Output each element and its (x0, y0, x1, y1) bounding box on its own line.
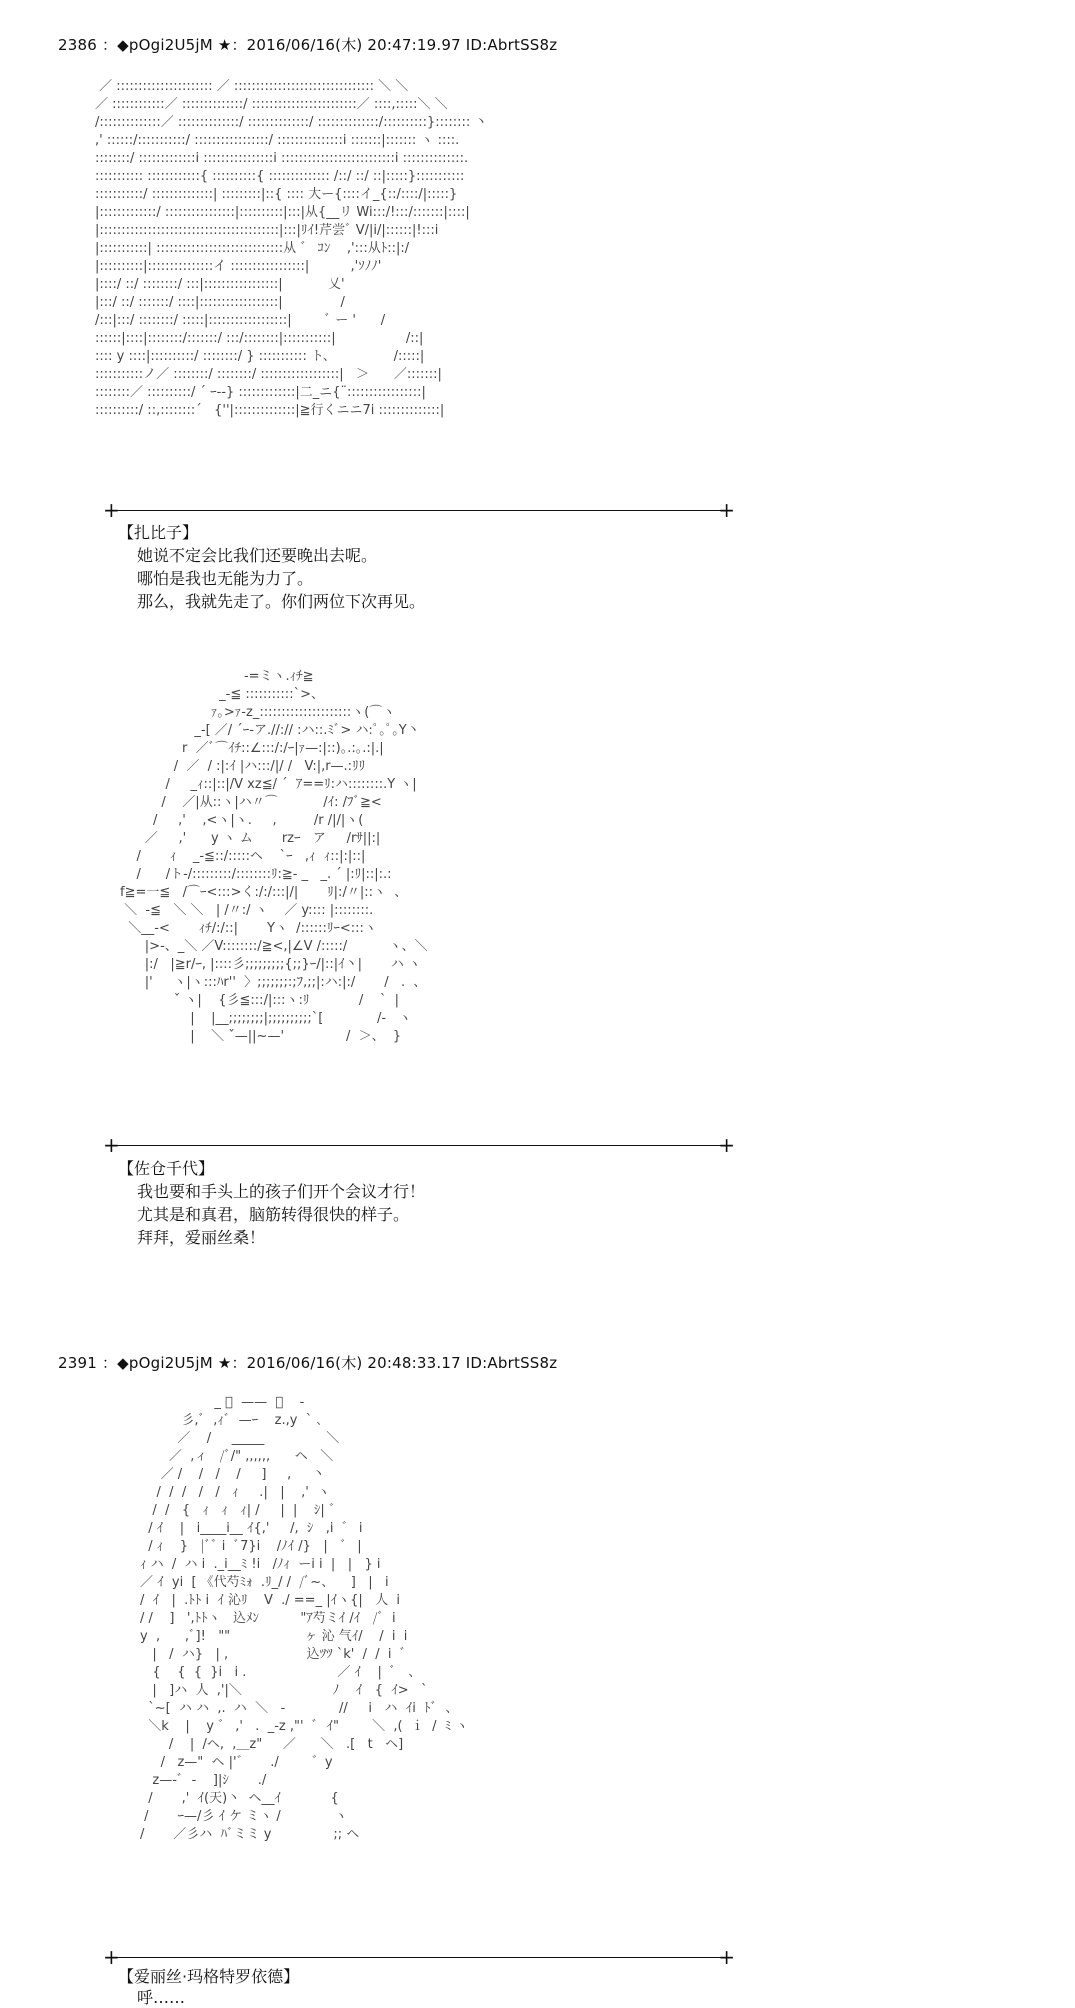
separator (103, 1945, 735, 1969)
plus-icon: + (103, 1945, 120, 1969)
plus-icon: + (103, 498, 120, 522)
dialog-line: 她说不定会比我们还要晚出去呢。 (137, 546, 378, 565)
ascii-art-chiyo: -=ミヽ.ｨﾁ≧ _-≦ :::::::::::ˋ>、 ｧ｡>ｧ-z_:::::::::::::::::::::ヽ(⌒ヽ _-[ ／/ ˊｰ-ア.//:// :ハ::.ﾐﾞ> ハ:ﾟ｡ﾟ｡Y丶 r ／ﾞ⌒ｲﾁ::∠:::/:/ｰ|ｧ—:|::)｡.:｡.:|.| / ／ / :|:ｲ |ハ:::/|/ / V:|,r—.:ﾘﾘ / _ｨ::|::|/V xz≦/ ˊ ｱ==ﾘ:ハ::::::::.Y ヽ| / ／|从::ヽ|ハ〃⌒ /ｲ: /ﾌﾞ≧< / ,' ,<ヽ|ヽ. , /r /|/|ヽ( ／ ,' y ヽ ム rzｰ ア /rｻ||:| / ｨ _-≦::/:::::ヘ ˋｰ ,ｨ ｨ::|:|::| / /ト-/:::::::::/::::::::ﾘ:≧- _ _. ˊ |:ﾘ|::|:.: f≧=一≦ /⌒ｰ<:::>く:/:/:::|/| ﾘ|:/〃|::ヽ 、 ＼ -≦ ＼ ＼ | /〃:/ ヽ ／ y:::: |::::::::. ＼__-< ｨﾁ/:/::| Yヽ /::::::ﾘｰ<:::ヽ |>-、_＼ ／V::::::::/≧<,|∠V /:::::/ ヽ、＼ |:/ |≧r/ｰ, |::::彡;;;;;;;;;{;;}ｰ/|::|ｲ丶| ハ ヽ |' ヽ|ヽ:::ﾊr'' 〉;;;;;;;:;ﾌ,;;|:ハ:|:/ / . 、 ˇ ヽ| {彡≦:::/|:::ヽ:ﾘ / ˋ | | |__;;;;;;;;|;;;;;;;;;;ˋ[ /- ヽ | ＼ ˇ—||~—' / ＞、 } (120, 669, 428, 1044)
dialog-line: 呼…… (137, 1988, 186, 2007)
dialog-line: 拜拜，爱丽丝桑！ (137, 1228, 266, 1247)
speaker-name: 【佐仓千代】 (118, 1159, 215, 1178)
ascii-art-zabiko: ／ :::::::::::::::::::::: ／ :::::::::::::::::::::::::::::::: ＼ ＼ ／ ::::::::::::／ ::::::::::::::/ ::::::::::::::::::::::::／ ::::,:::::＼ ＼ /::::::::::::::／ ::::::::::::::/ ::::::::::::::/ ::::::::::::::/::::::::::}:::::::: 丶 ,' ::::::/:::::::::::/ :::::::::::::::::/ :::::::::::::::i :::::::|::::::: ヽ ::::. ::::::::/ :::::::::::::i ::::::::::::::::i ::::::::::::::::::::::::::i ::::::::::::::. ::::::::::: ::::::::::::{ ::::::::::{ :::::::::::::: /::/ ::/ ::|:::::}::::::::::: :::::::::::/ ::::::::::::::| :::::::::|::{ :::: 大ー{::::イ_{::/::::/|:::::} |:::::::::::::/ ::::::::::::::::|::::::::::|:::|从{__リ Wi:::/!:::/:::::::|::::| |:::::::::::::::::::::::::::::::::::::::::|:::|ﾘｲ!芹尝ﾞ V/|i/|::::::|!:::i |:::::::::::| :::::::::::::::::::::::::::::从 ゛ ｺﾝ ,':::从ﾄ::|:/ |::::::::::|:::::::::::::::イ :::::::::::::::::| ,'ｿﾉﾉ' |::::/ ::/ ::::::::/ :::|:::::::::::::::::| 乂' |:::/ ::/ :::::::/ ::::|::::::::::::::::::| / /:::|:::/ ::::::::/ :::::|::::::::::::::::::| ﾞ ー ' / ::::::|::::|::::::::/:::::::/ :::/::::::::|:::::::::::| /::| :::: y ::::|::::::::::/ ::::::::/ } ::::::::::: ト、 /:::::| :::::::::::ノ／ ::::::::/ ::::::::/ ::::::::::::::::::| ＞ ／:::::::| ::::::::／ ::::::::::/ ˊ ｰ--} :::::::::::::|二_ニ{¨:::::::::::::::::| ::::::::::/ ::,::::::::ˊ {''|::::::::::::::|≧行くニニ7i ::::::::::::::| (95, 79, 488, 418)
dialog-line: 那么，我就先走了。你们两位下次再见。 (137, 592, 426, 611)
plus-icon: + (718, 1133, 735, 1157)
speaker-name: 【扎比子】 (118, 523, 199, 542)
dialog-line: 哪怕是我也无能为力了。 (137, 569, 314, 588)
separator (103, 1133, 735, 1157)
speaker-name: 【爱丽丝·玛格特罗依德】 (118, 1967, 300, 1986)
dialog-line: 我也要和手头上的孩子们开个会议才行！ (137, 1182, 426, 1201)
plus-icon: + (718, 1945, 735, 1969)
post-header: 2391 ：◆pOgi2U5jM ★：2016/06/16(木) 20:48:33.17 ID:AbrtSS8z (58, 1354, 558, 1372)
separator (103, 498, 735, 522)
post-header: 2386 ：◆pOgi2U5jM ★：2016/06/16(木) 20:47:19.97 ID:AbrtSS8z (58, 36, 558, 54)
dialog-line: 尤其是和真君，脑筋转得很快的样子。 (137, 1205, 410, 1224)
ascii-art-alice: _ ﾞ —— 、 - 彡,ﾞ ,ｨﾞ —ｰ z.,y ˋ ､ ／ / _____ ＼ ／ ,ィ /ﾞ/" ,,,,,, ヘ ＼ ／ / / / / ] , 丶 / / / / / ｨ .| | ,' ヽ / / { ｨ ｨ ｨ| / | | ｼ| ゛ / ｲ | i____i__ ｲ{,' /, ｼ ,i ゛ i / ｨ } |ﾞﾞ i ﾞ7}i /ﾉｲ /} | ゛ | ｨ ハ / ハ i ._i__ﾐ !i /ﾉｨ ーi i | | } i ／ ｲ yi [ 《代芍ﾐｫ .ﾘ_/ / /ﾞ~、 ] | i / ｲ | .ﾄﾄ i ｲ 沁ﾘ V ./ ==_ |ｲヽ{| 人 i / / ] ',ﾄﾄヽ 込ﾒﾝ "ｱ芍ミｲ /ｲ /ﾞ i y , ,ﾞ]! "" ヶ 沁 气ｲ/ / i i | / ハ} | , 込ﾂﾂ ˋk' / / i ﾞ { { { }i i . ／ ｲ | ﾞ 、 | ]ハ 人 ,'|＼ ﾉ ｲ { ｲ> ˋ ˋ~[ ハ ハ ,. ハ ＼ - // i ハ ｲi ﾄﾞ 、 ＼k | y ゛ ,' . _-z ,"' ﾞ ｲ" ＼ ,( ｉ / ﾐ ヽ / | /ヘ, ,＿z" ／ ＼ .[ t ヘ] / z—" ヘ |'゛ ./ ゛y z—-ﾞ - ]|ｼ ./ / ,' ｲ(天)丶 ヘ__ｲ { / ｰ—/彡 ｲ ケ ミヽ / ヽ / ／彡ハ ﾊﾞミミ y ;; ヘ (140, 1395, 469, 1842)
plus-icon: + (103, 1133, 120, 1157)
plus-icon: + (718, 498, 735, 522)
